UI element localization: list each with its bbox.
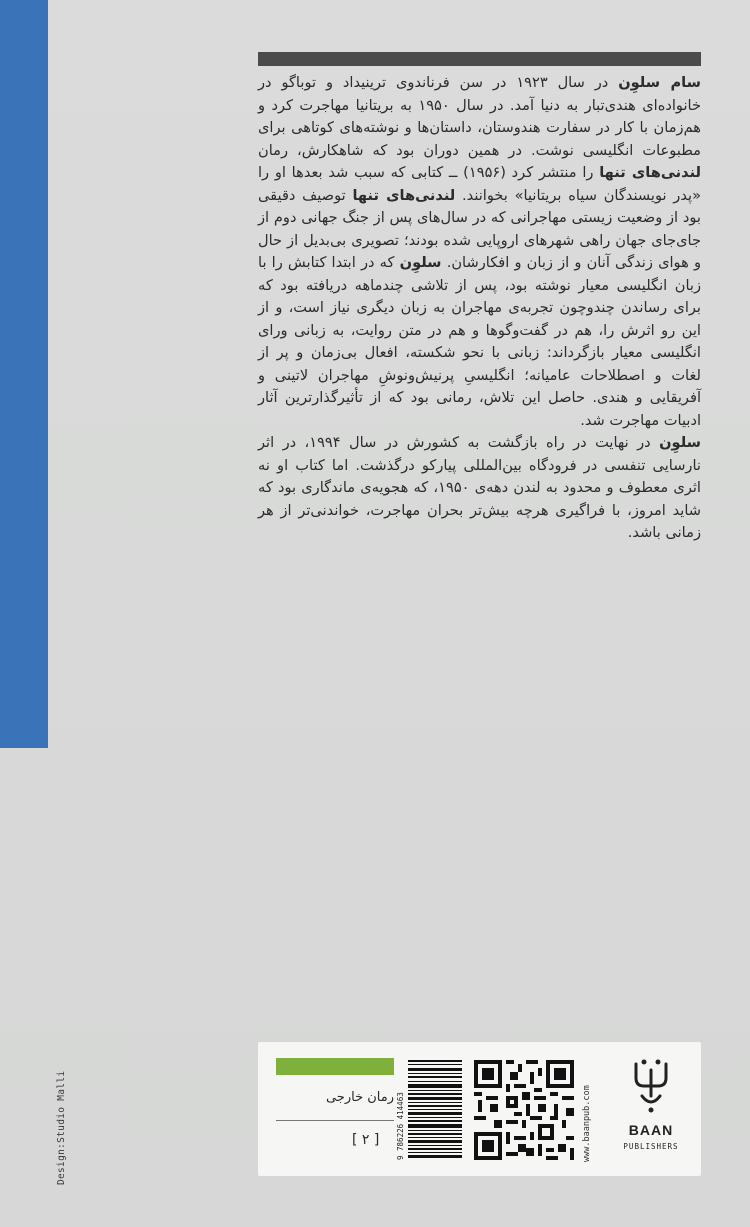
publisher-subtitle: PUBLISHERS	[623, 1142, 679, 1151]
spine-color-strip	[0, 0, 48, 748]
book-title: لندنی‌های تنها	[352, 186, 456, 204]
baan-logo-icon	[628, 1056, 674, 1114]
isbn-number: 9 786226 414463	[396, 1092, 405, 1160]
publisher-website: www.baanpub.com	[582, 1085, 592, 1162]
isbn-barcode-icon	[408, 1060, 462, 1160]
qr-code-icon	[474, 1060, 574, 1160]
genre-divider	[276, 1120, 394, 1121]
book-title: لندنی‌های تنها	[599, 164, 702, 181]
header-bar	[258, 52, 701, 66]
genre-label: رمان خارجی	[325, 1090, 394, 1105]
author-name: سلوِن	[659, 434, 702, 451]
volume-number: [ ۲ ]	[352, 1132, 380, 1148]
blurb-text	[258, 72, 701, 545]
author-name: سلوِن	[399, 254, 442, 271]
publisher-logo	[618, 1056, 684, 1164]
design-credit: Design:Studio Malli	[56, 1070, 67, 1185]
author-name: سام سلوِن	[618, 74, 701, 91]
blurb-paragraph-2: سلوِن در نهایت در راه بازگشت به کشورش در سال ۱۹۹۴، در اثر نارسایی تنفسی در فرودگاه بین‌المللی پیارکو درگذشت. اما کتاب او نه اثری معطوف و محدود به لندن دهه‌ی ۱۹۵۰، که هجویه‌ی ماندگاری بود که شاید امروز، با فراگیری هرچه بیش‌تر بحران مهاجرت، خواندنی‌تر از هر زمانی باشد.	[258, 434, 702, 541]
publisher-info-box	[258, 1042, 701, 1176]
publisher-name: BAAN	[628, 1122, 674, 1138]
blurb-paragraph-1: سام سلوِن در سال ۱۹۲۳ در سن فرناندوی ترینیداد و توباگو در خانواده‌ای هندی‌تبار به دنیا آمد. در سال ۱۹۵۰ به بریتانیا مهاجرت کرد و هم‌زمان با کار در سفارت هندوستان، داستان‌ها و نوشته‌های کوتاهی برای مطبوعات انگلیسی نوشت. در همین دوران بود که شاهکارش، رمان لندنی‌های تنها را منتشر کرد (۱۹۵۶) ــ کتابی که سبب شد بعدها او را «پدر نویسندگان سیاه بریتانیا» بخوانند. لندنی‌های تنها توصیف دقیقی بود از وضعیت زیستی مهاجرانی که در سال‌های پس از جنگ جهانی دوم از جای‌جای جهان راهی شهرهای اروپایی شده بودند؛ تصویری بی‌بدیل از حال و هوای زندگی آنان و از زبان و افکارشان. سلوِن که در ابتدا کتابش را با زبان انگلیسی معیار نوشته بود، پس از تلاشی چندماهه دریافته بود که برای رساندن چندوچون تجربه‌ی مهاجران به زبان دیگری نیاز است، و از این رو اثرش را، هم در گفت‌وگوها و هم در متن روایت، به زبانی ورای انگلیسی معیار بازگرداند: زبانی با نحو شکسته، افعال بی‌زمان و پر از لغات و اصطلاحات عامیانه؛ انگلیسیِ پرنیش‌ونوشِ مهاجران لاتینی و آفریقایی و هندی. حاصل این تلاش، رمانی بود که از تأثیرگذارترین آثار ادبیات مهاجرت شد.	[258, 74, 702, 429]
genre-color-bar	[276, 1058, 394, 1075]
